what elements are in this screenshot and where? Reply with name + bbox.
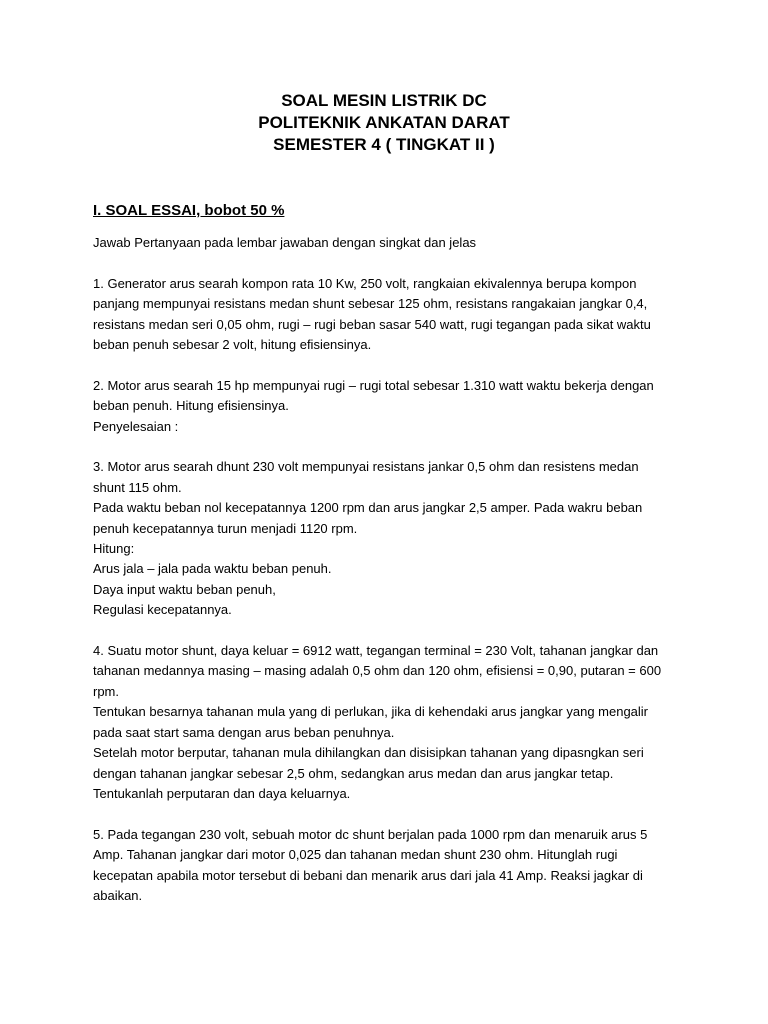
- question-line: Amp. Tahanan jangkar dari motor 0,025 dan tahanan medan shunt 230 ohm. Hitunglah rugi: [93, 847, 618, 863]
- question-line: rpm.: [93, 683, 119, 699]
- document-body: [93, 233, 715, 906]
- question-line: Regulasi kecepatannya.: [93, 602, 232, 618]
- question-line: 5. Pada tegangan 230 volt, sebuah motor dc shunt berjalan pada 1000 rpm dan menaruik arus 5: [93, 826, 648, 842]
- instruction-text: Jawab Pertanyaan pada lembar jawaban dengan singkat dan jelas: [93, 235, 477, 250]
- question-line: shunt 115 ohm.: [93, 479, 182, 495]
- question-line: Pada waktu beban nol kecepatannya 1200 rpm dan arus jangkar 2,5 amper. Pada wakru beban: [93, 500, 643, 516]
- question-line: Hitung:: [93, 541, 135, 557]
- question-3: [93, 457, 715, 620]
- question-line: Penyelesaian :: [93, 418, 179, 434]
- question-line: resistans medan seri 0,05 ohm, rugi – rugi beban sasar 540 watt, rugi tegangan pada sikat waktu: [93, 316, 651, 332]
- question-line: Daya input waktu beban penuh,: [93, 581, 276, 597]
- question-line: Tentukanlah perputaran dan daya keluarnya.: [93, 785, 351, 801]
- question-line: kecepatan apabila motor tersebut di bebani dan menarik arus dari jala 41 Amp. Reaksi jagkar di: [93, 867, 643, 883]
- question-line: penuh kecepatannya turun menjadi 1120 rpm.: [93, 520, 358, 536]
- question-line: abaikan.: [93, 887, 143, 903]
- question-line: 1. Generator arus searah kompon rata 10 Kw, 250 volt, rangkaian ekivalennya berupa kompon: [93, 275, 637, 291]
- section-heading: I. SOAL ESSAI, bobot 50 %: [93, 202, 285, 219]
- question-line: 3. Motor arus searah dhunt 230 volt mempunyai resistans jankar 0,5 ohm dan resistens medan: [93, 459, 639, 475]
- question-1: [93, 274, 715, 356]
- question-line: pada saat start sama dengan arus beban penuhnya.: [93, 724, 395, 740]
- paragraph-gap: [93, 355, 715, 375]
- paragraph-gap: [93, 804, 715, 824]
- title-line-2: POLITEKNIK ANKATAN DARAT: [258, 113, 510, 132]
- paragraph-gap: [93, 437, 715, 457]
- question-5: [93, 825, 715, 907]
- question-2: [93, 376, 715, 437]
- question-line: 4. Suatu motor shunt, daya keluar = 6912 watt, tegangan terminal = 230 Volt, tahanan jangkar dan: [93, 643, 659, 659]
- question-line: Tentukan besarnya tahanan mula yang di perlukan, jika di kehendaki arus jangkar yang mengalir: [93, 704, 649, 720]
- question-line: 2. Motor arus searah 15 hp mempunyai rugi – rugi total sebesar 1.310 watt waktu bekerja dengan: [93, 377, 654, 393]
- question-line: beban penuh sebesar 2 volt, hitung efisiensinya.: [93, 337, 372, 353]
- question-line: dengan tahanan jangkar sebesar 2,5 ohm, sedangkan arus medan dan arus jangkar tetap.: [93, 765, 614, 781]
- question-4: [93, 641, 715, 804]
- question-line: beban penuh. Hitung efisiensinya.: [93, 398, 289, 414]
- title-line-1: SOAL MESIN LISTRIK DC: [281, 91, 487, 110]
- question-line: Setelah motor berputar, tahanan mula dihilangkan dan disisipkan tahanan yang dipasngkan seri: [93, 745, 644, 761]
- title-line-3: SEMESTER 4 ( TINGKAT II ): [273, 135, 495, 154]
- question-line: panjang mempunyai resistans medan shunt sebesar 125 ohm, resistans rangakaian jangkar 0,4,: [93, 296, 648, 312]
- question-line: tahanan medannya masing – masing adalah 0,5 ohm dan 120 ohm, efisiensi = 0,90, putaran = 600: [93, 663, 662, 679]
- question-line: Arus jala – jala pada waktu beban penuh.: [93, 561, 332, 577]
- document-title: [0, 90, 768, 156]
- paragraph-gap: [93, 621, 715, 641]
- paragraph-gap: [93, 253, 715, 273]
